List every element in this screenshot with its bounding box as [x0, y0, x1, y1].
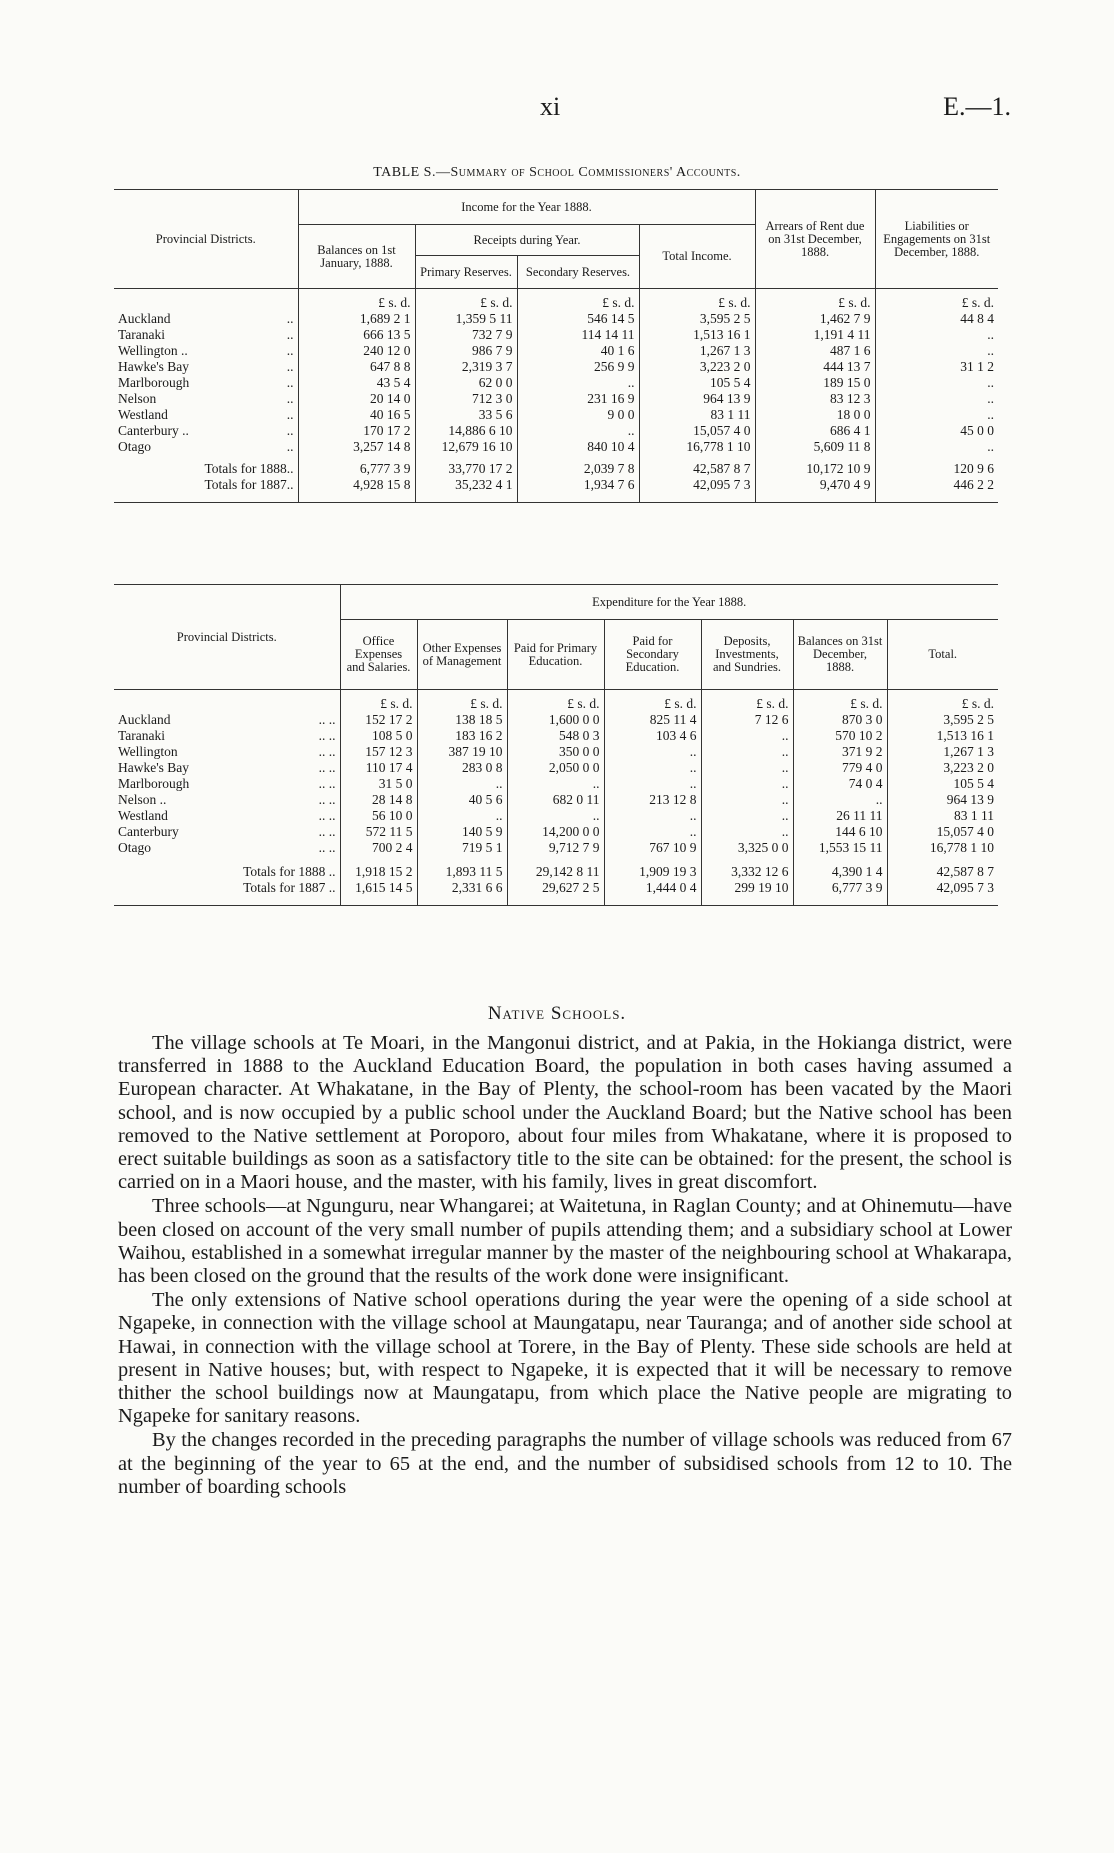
unit-label: £ s. d.: [604, 696, 701, 712]
group-receipts: Receipts during Year.: [415, 225, 639, 256]
other-cell: 183 16 2: [417, 728, 507, 744]
balances-cell: 570 10 2: [793, 728, 887, 744]
native-schools-text: [118, 1032, 1012, 1500]
section-heading: Native Schools.: [487, 1003, 627, 1024]
total-cell: 3,223 2 0: [943, 759, 994, 775]
col-provincial-districts: Provincial Districts.: [114, 585, 340, 690]
unit-label: £ s. d.: [701, 696, 793, 712]
unit-label: £ s. d.: [340, 696, 417, 712]
paragraph: The village schools at Te Moari, in the Mangonui district, and at Pakia, in the Hokianga district, were transferred in 1888 to the Auckland Education Board, the population in both cases having assumed a European character. At Whakatane, in the Bay of Plenty, the school-room has been vacated by the Maori school, and is now occupied by a public school under the Auckland Board; but the Native school has been removed to the Native settlement at Poroporo, about four miles from Whakatane, where it is proposed to erect suitable buildings as soon as a satisfactory title to the site can be obtained: for the present, the school is carried on in a Maori house, and the master, with his family, lives in great discomfort.: [118, 1032, 1012, 1194]
balance-cell: 20 14 0: [298, 391, 415, 407]
leader-dots: ..: [328, 879, 336, 895]
total-cell: 42,095 7 3: [936, 879, 994, 895]
totals-row: [114, 477, 998, 493]
district-name: Nelson ..: [118, 791, 167, 807]
leader-dots: ..: [286, 310, 294, 326]
balances-cell: 779 4 0: [793, 760, 887, 776]
office-cell: 110 17 4: [340, 760, 417, 776]
office-cell: 1,918 15 2: [340, 864, 417, 880]
balance-cell: 3,257 14 8: [298, 439, 415, 455]
other-cell: ..: [417, 776, 507, 792]
table-row: [114, 423, 998, 439]
secondary-cell: 767 10 9: [604, 840, 701, 856]
secondary-cell: 1,444 0 4: [604, 880, 701, 896]
table-row: [114, 744, 998, 760]
secondary-cell: 213 12 8: [604, 792, 701, 808]
paragraph: Three schools—at Ngunguru, near Whangarei; at Waitetuna, in Raglan County; and at Ohinemutu—have been closed on account of the very small number of pupils attending them; and a subsidiary school at Lower Waihou, established in a somewhat irregular manner by the master of the neighbouring school at Whakarapa, has been closed on the ground that the results of the work done were insignificant.: [118, 1195, 1012, 1288]
leader-dots: ..: [286, 326, 294, 342]
leader-dots: ..: [286, 374, 294, 390]
deposits-cell: ..: [701, 728, 793, 744]
district-name: Canterbury ..: [118, 422, 189, 438]
leader-dots: ..: [286, 422, 294, 438]
secondary-cell: 231 16 9: [517, 391, 639, 407]
table-row: [114, 776, 998, 792]
liabilities-cell: ..: [987, 406, 994, 422]
primary-cell: 682 0 11: [507, 792, 604, 808]
secondary-cell: 9 0 0: [517, 407, 639, 423]
unit-label: £ s. d.: [507, 696, 604, 712]
total-cell: 3,595 2 5: [639, 311, 755, 327]
balance-cell: 6,777 3 9: [298, 461, 415, 477]
arrears-cell: 1,191 4 11: [755, 327, 875, 343]
arrears-cell: 1,462 7 9: [755, 311, 875, 327]
balance-cell: 170 17 2: [298, 423, 415, 439]
leader-dots: .. ..: [318, 743, 336, 759]
unit-label: £ s. d.: [961, 695, 994, 711]
total-cell: 105 5 4: [639, 375, 755, 391]
liabilities-cell: 120 9 6: [953, 460, 994, 476]
table-row: [114, 808, 998, 824]
secondary-cell: 103 4 6: [604, 728, 701, 744]
primary-cell: 62 0 0: [415, 375, 517, 391]
balance-cell: 1,689 2 1: [298, 311, 415, 327]
primary-cell: ..: [507, 776, 604, 792]
income-table: [114, 189, 998, 503]
total-cell: 83 1 11: [639, 407, 755, 423]
totals-row: [114, 864, 998, 880]
primary-cell: 712 3 0: [415, 391, 517, 407]
arrears-cell: 9,470 4 9: [755, 477, 875, 493]
other-cell: 140 5 9: [417, 824, 507, 840]
deposits-cell: 3,332 12 6: [701, 864, 793, 880]
table-row: [114, 792, 998, 808]
leader-dots: ..: [286, 390, 294, 406]
liabilities-cell: ..: [987, 326, 994, 342]
col-total-income: Total Income.: [639, 225, 755, 289]
primary-cell: 14,200 0 0: [507, 824, 604, 840]
col-provincial-districts: Provincial Districts.: [114, 190, 298, 289]
primary-cell: 548 0 3: [507, 728, 604, 744]
office-cell: 56 10 0: [340, 808, 417, 824]
balances-cell: 371 9 2: [793, 744, 887, 760]
total-cell: 16,778 1 10: [639, 439, 755, 455]
other-cell: 283 0 8: [417, 760, 507, 776]
district-name: Nelson: [118, 390, 157, 406]
primary-cell: 12,679 16 10: [415, 439, 517, 455]
totals-label: Totals for 1887: [243, 879, 326, 895]
arrears-cell: 444 13 7: [755, 359, 875, 375]
col-secondary-reserves: Secondary Reserves.: [517, 256, 639, 289]
primary-cell: 732 7 9: [415, 327, 517, 343]
secondary-cell: ..: [517, 423, 639, 439]
office-cell: 108 5 0: [340, 728, 417, 744]
balance-cell: 647 8 8: [298, 359, 415, 375]
secondary-cell: 546 14 5: [517, 311, 639, 327]
leader-dots: ..: [286, 342, 294, 358]
total-cell: 964 13 9: [639, 391, 755, 407]
leader-dots: .. ..: [318, 839, 336, 855]
secondary-cell: ..: [604, 744, 701, 760]
secondary-cell: 114 14 11: [517, 327, 639, 343]
deposits-cell: ..: [701, 824, 793, 840]
paragraph: The only extensions of Native school operations during the year were the opening of a side school at Ngapeke, in connection with the village school at Maungatapu, near Tauranga; and of another side school at Hawai, in connection with the village school at Torere, in the Bay of Plenty. These side schools are held at present in Native houses; but, with respect to Ngapeke, it is expected that it will be necessary to remove thither the school buildings now at Maungatapu, from which place the Native people are migrating to Ngapeke for sanitary reasons.: [118, 1289, 1012, 1428]
expenditure-table: [114, 584, 998, 906]
total-cell: 964 13 9: [946, 791, 994, 807]
primary-cell: 29,142 8 11: [507, 864, 604, 880]
balances-cell: 144 6 10: [793, 824, 887, 840]
total-cell: 15,057 4 0: [936, 823, 994, 839]
leader-dots: ..: [328, 863, 336, 879]
liabilities-cell: 31 1 2: [960, 358, 994, 374]
secondary-cell: 256 9 9: [517, 359, 639, 375]
balance-cell: 666 13 5: [298, 327, 415, 343]
col-paid-secondary: Paid for Secondary Education.: [604, 620, 701, 690]
primary-cell: 2,319 3 7: [415, 359, 517, 375]
table-row: [114, 391, 998, 407]
secondary-cell: ..: [604, 776, 701, 792]
other-cell: 138 18 5: [417, 712, 507, 728]
balance-cell: 4,928 15 8: [298, 477, 415, 493]
table-row: [114, 824, 998, 840]
balances-cell: 870 3 0: [793, 712, 887, 728]
primary-cell: 33,770 17 2: [415, 461, 517, 477]
unit-label: £ s. d.: [755, 295, 875, 311]
table-row: [114, 343, 998, 359]
table-row: [114, 359, 998, 375]
unit-label: £ s. d.: [517, 295, 639, 311]
arrears-cell: 83 12 3: [755, 391, 875, 407]
unit-label: £ s. d.: [793, 696, 887, 712]
district-name: Otago: [118, 839, 151, 855]
unit-row: [114, 295, 998, 311]
other-cell: 719 5 1: [417, 840, 507, 856]
document-reference: E.—1.: [943, 92, 1011, 121]
other-cell: 387 19 10: [417, 744, 507, 760]
primary-cell: 35,232 4 1: [415, 477, 517, 493]
district-name: Wellington ..: [118, 342, 188, 358]
district-name: Westland: [118, 406, 168, 422]
group-income: Income for the Year 1888.: [298, 190, 755, 225]
office-cell: 28 14 8: [340, 792, 417, 808]
arrears-cell: 10,172 10 9: [755, 461, 875, 477]
totals-label: Totals for 1888: [243, 863, 326, 879]
table-title: [0, 165, 1114, 181]
leader-dots: .. ..: [318, 775, 336, 791]
secondary-cell: 840 10 4: [517, 439, 639, 455]
leader-dots: .. ..: [318, 711, 336, 727]
totals-label: Totals for 1887..: [114, 477, 298, 493]
arrears-cell: 18 0 0: [755, 407, 875, 423]
col-balances-31-dec: Balances on 31st December, 1888.: [793, 620, 887, 690]
leader-dots: .. ..: [318, 759, 336, 775]
liabilities-cell: 446 2 2: [953, 476, 994, 492]
liabilities-cell: ..: [987, 390, 994, 406]
leader-dots: .. ..: [318, 807, 336, 823]
arrears-cell: 5,609 11 8: [755, 439, 875, 455]
leader-dots: .. ..: [318, 727, 336, 743]
col-deposits: Deposits, Investments, and Sundries.: [701, 620, 793, 690]
total-cell: 1,267 1 3: [639, 343, 755, 359]
office-cell: 31 5 0: [340, 776, 417, 792]
deposits-cell: ..: [701, 792, 793, 808]
primary-cell: 29,627 2 5: [507, 880, 604, 896]
district-name: Marlborough: [118, 775, 190, 791]
totals-row: [114, 880, 998, 896]
deposits-cell: 7 12 6: [701, 712, 793, 728]
balances-cell: 4,390 1 4: [793, 864, 887, 880]
district-name: Canterbury: [118, 823, 179, 839]
col-primary-reserves: Primary Reserves.: [415, 256, 517, 289]
table-row: [114, 760, 998, 776]
primary-cell: 33 5 6: [415, 407, 517, 423]
balances-cell: 1,553 15 11: [793, 840, 887, 856]
secondary-cell: 825 11 4: [604, 712, 701, 728]
primary-cell: 1,600 0 0: [507, 712, 604, 728]
district-name: Hawke's Bay: [118, 358, 190, 374]
other-cell: 2,331 6 6: [417, 880, 507, 896]
col-total: Total.: [928, 647, 958, 662]
leader-dots: .. ..: [318, 791, 336, 807]
office-cell: 152 17 2: [340, 712, 417, 728]
leader-dots: ..: [286, 438, 294, 454]
arrears-cell: 189 15 0: [755, 375, 875, 391]
deposits-cell: ..: [701, 760, 793, 776]
arrears-cell: 487 1 6: [755, 343, 875, 359]
unit-label: £ s. d.: [417, 696, 507, 712]
total-cell: 3,595 2 5: [943, 711, 994, 727]
deposits-cell: ..: [701, 776, 793, 792]
balances-cell: 26 11 11: [793, 808, 887, 824]
table-row: [114, 311, 998, 327]
office-cell: 700 2 4: [340, 840, 417, 856]
balance-cell: 40 16 5: [298, 407, 415, 423]
deposits-cell: ..: [701, 744, 793, 760]
table-title-prefix: TABLE S.—: [373, 165, 451, 180]
secondary-cell: ..: [604, 760, 701, 776]
col-arrears: Arrears of Rent due on 31st December, 1888.: [755, 190, 875, 289]
arrears-cell: 686 4 1: [755, 423, 875, 439]
unit-label: £ s. d.: [639, 295, 755, 311]
district-name: Auckland: [118, 711, 171, 727]
other-cell: ..: [417, 808, 507, 824]
liabilities-cell: 45 0 0: [960, 422, 994, 438]
col-paid-primary: Paid for Primary Education.: [507, 620, 604, 690]
table-row: [114, 439, 998, 455]
balances-cell: 6,777 3 9: [793, 880, 887, 896]
district-name: Wellington: [118, 743, 178, 759]
secondary-cell: ..: [517, 375, 639, 391]
secondary-cell: 2,039 7 8: [517, 461, 639, 477]
table-row: [114, 375, 998, 391]
district-name: Taranaki: [118, 326, 166, 342]
total-cell: 1,513 16 1: [936, 727, 994, 743]
total-cell: 83 1 11: [954, 807, 994, 823]
other-cell: 1,893 11 5: [417, 864, 507, 880]
secondary-cell: ..: [604, 808, 701, 824]
table-row: [114, 840, 998, 856]
leader-dots: ..: [286, 406, 294, 422]
balance-cell: 43 5 4: [298, 375, 415, 391]
col-liabilities: Liabilities or Engagements on 31st December, 1888.: [875, 190, 998, 289]
col-other-expenses: Other Expenses of Management: [417, 620, 507, 690]
page-number: xi: [540, 92, 561, 121]
unit-label: £ s. d.: [961, 294, 994, 310]
primary-cell: 9,712 7 9: [507, 840, 604, 856]
balances-cell: 74 0 4: [793, 776, 887, 792]
district-name: Auckland: [118, 310, 171, 326]
office-cell: 1,615 14 5: [340, 880, 417, 896]
total-cell: 42,587 8 7: [639, 461, 755, 477]
unit-row: [114, 696, 998, 712]
deposits-cell: ..: [701, 808, 793, 824]
table-row: [114, 712, 998, 728]
total-cell: 1,267 1 3: [943, 743, 994, 759]
primary-cell: 14,886 6 10: [415, 423, 517, 439]
total-cell: 105 5 4: [953, 775, 994, 791]
primary-cell: 986 7 9: [415, 343, 517, 359]
totals-label: Totals for 1888..: [114, 461, 298, 477]
table-row: [114, 327, 998, 343]
liabilities-cell: ..: [987, 374, 994, 390]
table-title-text: Summary of School Commissioners' Accounts.: [450, 165, 741, 180]
district-name: Taranaki: [118, 727, 166, 743]
paragraph: By the changes recorded in the preceding paragraphs the number of village schools was reduced from 67 at the beginning of the year to 65 at the end, and the number of subsidised schools from 12 to 10. The number of boarding schools: [118, 1429, 1012, 1498]
other-cell: 40 5 6: [417, 792, 507, 808]
district-name: Otago: [118, 438, 151, 454]
group-expenditure: Expenditure for the Year 1888.: [340, 585, 998, 620]
unit-label: £ s. d.: [298, 295, 415, 311]
table-row: [114, 407, 998, 423]
office-cell: 572 11 5: [340, 824, 417, 840]
total-cell: 42,587 8 7: [936, 863, 994, 879]
totals-row: [114, 461, 998, 477]
balances-cell: ..: [793, 792, 887, 808]
total-cell: 1,513 16 1: [639, 327, 755, 343]
balance-cell: 240 12 0: [298, 343, 415, 359]
primary-cell: 350 0 0: [507, 744, 604, 760]
district-name: Marlborough: [118, 374, 190, 390]
table-row: [114, 728, 998, 744]
secondary-cell: 1,934 7 6: [517, 477, 639, 493]
primary-cell: 1,359 5 11: [415, 311, 517, 327]
liabilities-cell: ..: [987, 438, 994, 454]
deposits-cell: 3,325 0 0: [701, 840, 793, 856]
leader-dots: ..: [286, 358, 294, 374]
total-cell: 42,095 7 3: [639, 477, 755, 493]
col-balances: Balances on 1st January, 1888.: [298, 225, 415, 289]
office-cell: 157 12 3: [340, 744, 417, 760]
col-office-expenses: Office Expenses and Salaries.: [340, 620, 417, 690]
primary-cell: ..: [507, 808, 604, 824]
liabilities-cell: 44 8 4: [960, 310, 994, 326]
district-name: Hawke's Bay: [118, 759, 190, 775]
deposits-cell: 299 19 10: [701, 880, 793, 896]
total-cell: 15,057 4 0: [639, 423, 755, 439]
secondary-cell: ..: [604, 824, 701, 840]
leader-dots: .. ..: [318, 823, 336, 839]
liabilities-cell: ..: [987, 342, 994, 358]
secondary-cell: 40 1 6: [517, 343, 639, 359]
total-cell: 3,223 2 0: [639, 359, 755, 375]
district-name: Westland: [118, 807, 168, 823]
total-cell: 16,778 1 10: [929, 839, 994, 855]
unit-label: £ s. d.: [415, 295, 517, 311]
secondary-cell: 1,909 19 3: [604, 864, 701, 880]
primary-cell: 2,050 0 0: [507, 760, 604, 776]
